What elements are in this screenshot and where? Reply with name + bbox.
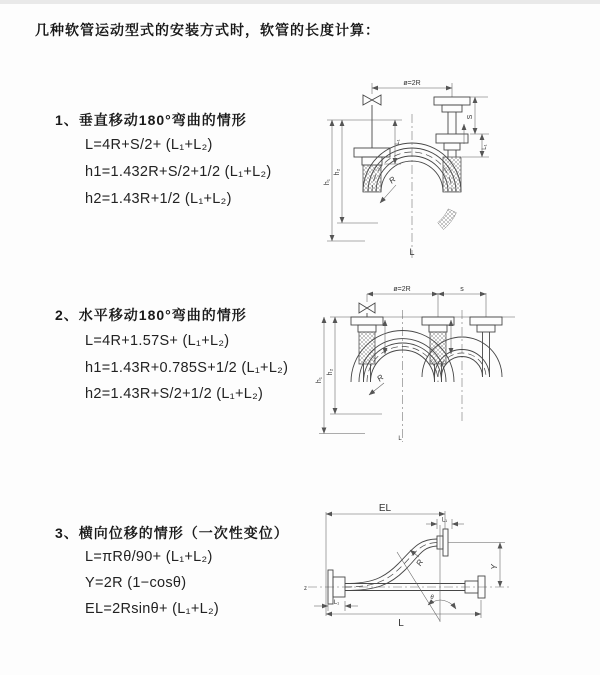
dimension-top-2r xyxy=(372,80,452,97)
arc-braided-section xyxy=(438,209,457,230)
dimension-h1 xyxy=(316,317,365,434)
angle-label: θ xyxy=(430,595,434,601)
scan-edge xyxy=(0,0,600,4)
dimension-el xyxy=(326,503,448,616)
dim-l1-bottom-label: L₁ xyxy=(333,600,340,606)
section-2-formula-h2: h2=1.43R+S/2+1/2 (L₁+L₂) xyxy=(85,386,264,402)
section-3-formula-L: L=πRθ/90+ (L₁+L₂) xyxy=(85,549,213,565)
length-label: L xyxy=(409,247,415,257)
radius-label: R xyxy=(375,372,386,384)
middle-flange xyxy=(422,317,454,332)
section-1-formula-h2: h2=1.43R+1/2 (L₁+L₂) xyxy=(85,191,232,207)
radius-callout xyxy=(369,373,386,395)
right-flange xyxy=(470,317,502,332)
section-1-formula-L: L=4R+S/2+ (L₁+L₂) xyxy=(85,137,213,153)
dim-l1-top-label: L₁ xyxy=(441,517,448,524)
dim-top-right-label: s xyxy=(460,286,464,293)
valve-icon xyxy=(359,303,375,317)
dim-l-label: L xyxy=(398,618,404,629)
dim-l1-right-label: L₁ xyxy=(482,144,488,150)
dim-y-label: Y xyxy=(490,564,499,570)
hose-displaced-position xyxy=(345,529,448,591)
length-label: L xyxy=(398,436,402,442)
section-3-formula-EL: EL=2Rsinθ+ (L₁+L₂) xyxy=(85,601,220,617)
radius-label: R xyxy=(387,174,398,186)
dim-h2-label: h₂ xyxy=(334,168,341,176)
datum-mark: z xyxy=(304,586,307,592)
left-flange xyxy=(354,148,390,165)
section-3-formula-Y: Y=2R (1−cosθ) xyxy=(85,575,187,591)
dim-s-label: S xyxy=(467,114,474,120)
dimension-l1-right xyxy=(462,134,489,157)
middle-braided-hose xyxy=(430,332,446,364)
diagram-horizontal-180-bend xyxy=(310,282,600,457)
left-braided-hose xyxy=(359,332,375,364)
radius-callout xyxy=(380,175,398,203)
diagram-vertical-180-bend xyxy=(310,72,600,262)
section-2-formula-L: L=4R+1.57S+ (L₁+L₂) xyxy=(85,333,230,349)
dim-h2-label: h₂ xyxy=(327,368,334,376)
dim-h1-label: h₁ xyxy=(316,376,323,384)
radius-label: R xyxy=(414,557,426,568)
section-1-formula-h1: h1=1.432R+S/2+1/2 (L₁+L₂) xyxy=(85,164,272,180)
section-2-heading: 2、水平移动180°弯曲的情形 xyxy=(55,307,247,323)
dim-l1-left-label: L₁ xyxy=(395,139,401,145)
dimension-l xyxy=(326,600,481,629)
section-1-heading: 1、垂直移动180°弯曲的情形 xyxy=(55,112,247,128)
left-flange xyxy=(351,317,383,332)
section-3-heading: 3、横向位移的情形（一次性变位） xyxy=(55,525,289,541)
dimension-top-2r xyxy=(367,286,486,317)
dim-top-left-label: ø=2R xyxy=(393,286,411,293)
dimension-l1-bottom xyxy=(314,600,358,611)
page-title: 几种软管运动型式的安装方式时，软管的长度计算： xyxy=(35,22,380,38)
valve-icon xyxy=(363,95,381,148)
diagram-lateral-displacement xyxy=(300,500,600,645)
dim-top-label: ø=2R xyxy=(403,80,421,87)
dim-el-label: EL xyxy=(378,503,392,514)
right-flange-stack xyxy=(434,97,470,157)
dim-h1-label: h₁ xyxy=(324,178,331,186)
dimension-h2 xyxy=(327,317,382,414)
radius-callout xyxy=(410,550,425,568)
dimension-top-s xyxy=(438,286,486,294)
dimension-y xyxy=(448,543,505,588)
section-2-formula-h1: h1=1.43R+0.785S+1/2 (L₁+L₂) xyxy=(85,360,289,376)
angle-construction xyxy=(397,525,456,622)
